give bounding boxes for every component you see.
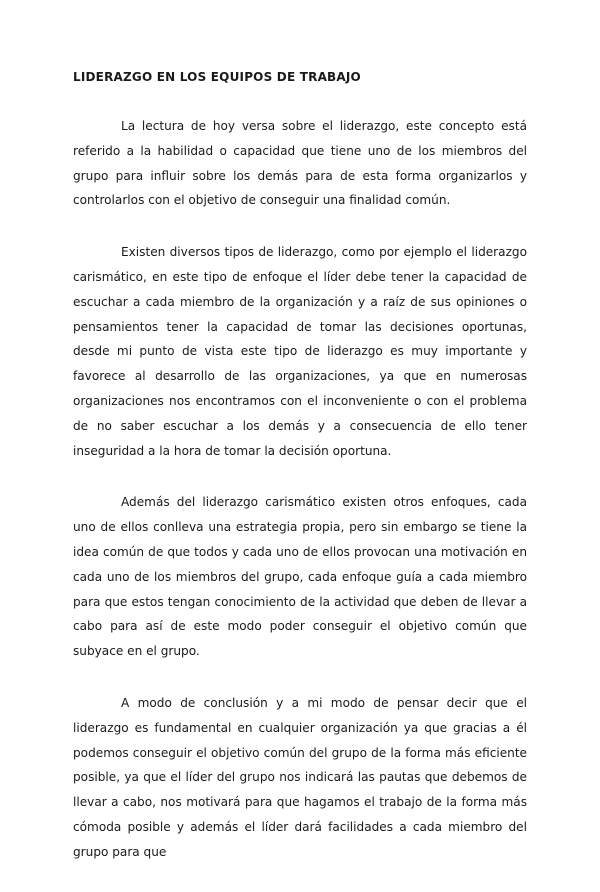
paragraph-introduction: La lectura de hoy versa sobre el liderazgo, este concepto está referido a la habilidad o capacidad que tiene uno de los miembros del grupo para influir sobre los demás para de esta forma organizarlos y controlarlos con el objetivo de conseguir una finalidad común.	[73, 119, 527, 208]
paragraph-charismatic-leadership: Existen diversos tipos de liderazgo, como por ejemplo el liderazgo carismático, en este tipo de enfoque el líder debe tener la capacidad de escuchar a cada miembro de la organización y a raíz de sus opiniones o pensamientos tener la capacidad de tomar las decisiones oportunas, desde mi punto de vista este tipo de liderazgo es muy importante y favorece al desarrollo de las organizaciones, ya que en numerosas organizaciones nos encontramos con el inconveniente o con el problema de no saber escuchar a los demás y a consecuencia de ello tener inseguridad a la hora de tomar la decisión oportuna.	[73, 245, 527, 458]
paragraph-conclusion: A modo de conclusión y a mi modo de pensar decir que el liderazgo es fundamental en cualquier organización ya que gracias a él podemos conseguir el objetivo común del grupo de la forma más eficiente posible, ya que el líder del grupo nos indicará las pautas que debemos de llevar a cabo, nos motivará para que hagamos el trabajo de la forma más cómoda posible y además el líder dará facilidades a cada miembro del grupo para que	[73, 695, 527, 859]
document-title: LIDERAZGO EN LOS EQUIPOS DE TRABAJO	[73, 70, 361, 84]
paragraph-other-approaches: Además del liderazgo carismático existen otros enfoques, cada uno de ellos conlleva una estrategia propia, pero sin embargo se tiene la idea común de que todos y cada uno de ellos provocan una motivación en cada uno de los miembros del grupo, cada enfoque guía a cada miembro para que estos tengan conocimiento de la actividad que deben de llevar a cabo para así de este modo poder conseguir el objetivo común que subyace en el grupo.	[73, 495, 527, 659]
document-body	[73, 114, 527, 892]
